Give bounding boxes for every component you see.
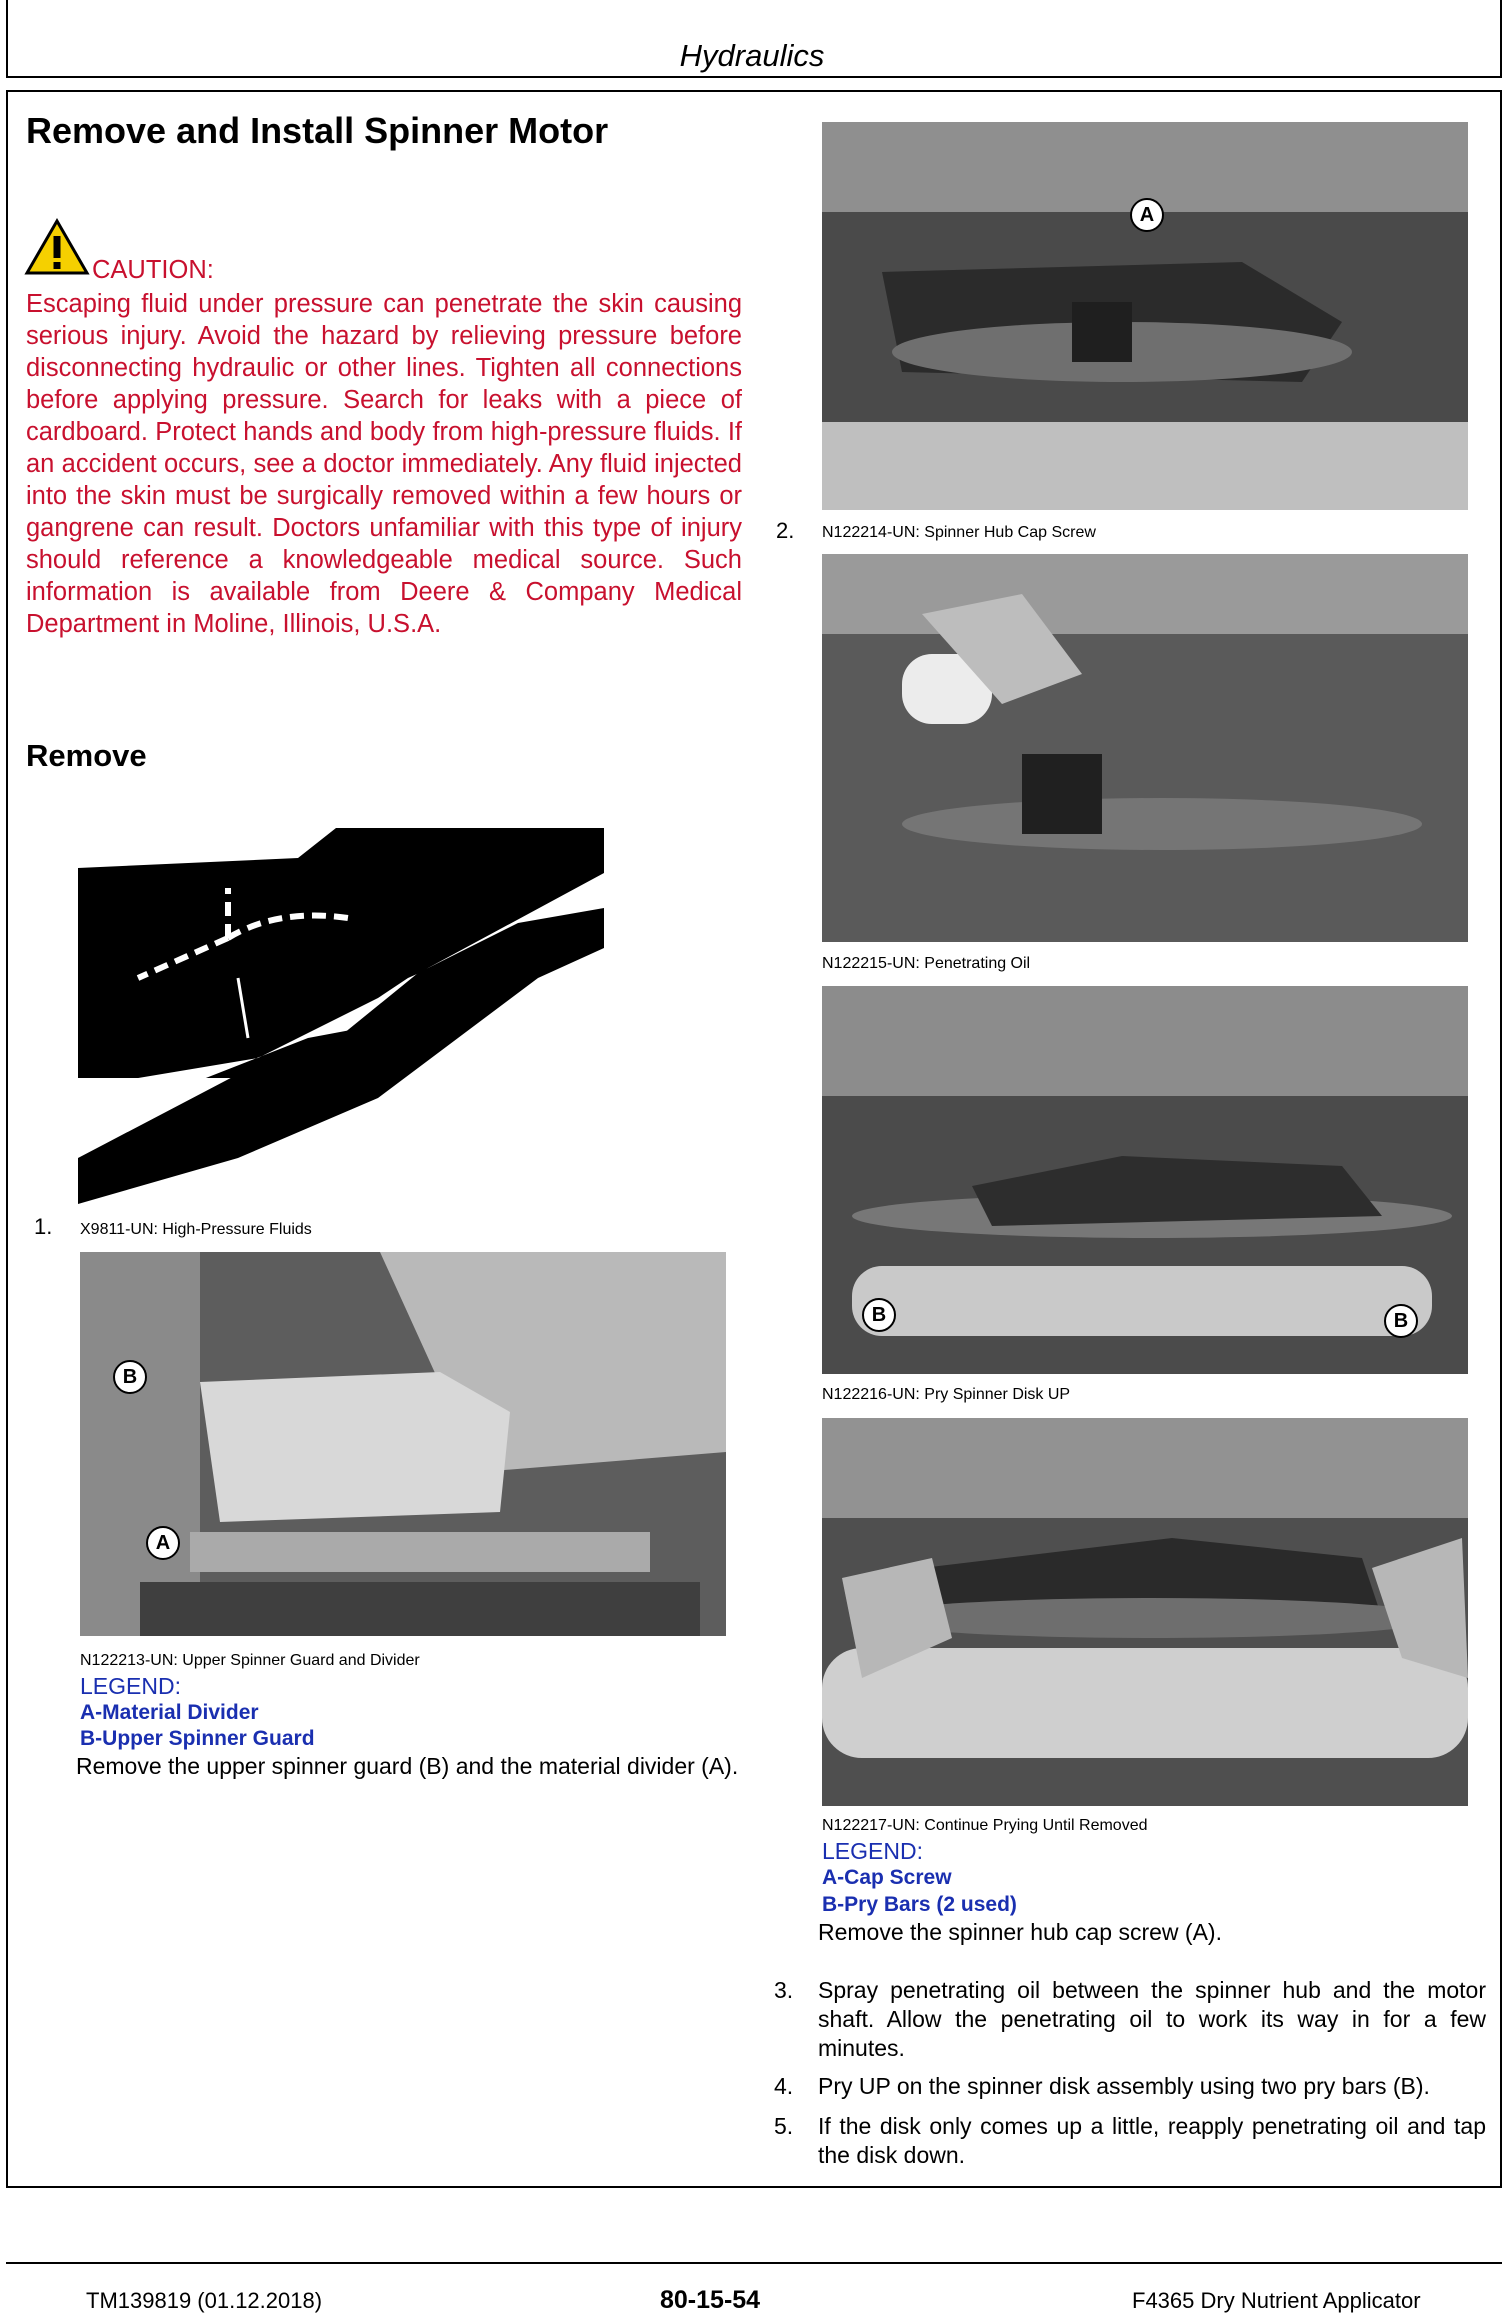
legend-item: A-Cap Screw xyxy=(822,1866,952,1889)
figure-caption: N122217-UN: Continue Prying Until Removed xyxy=(822,1817,1148,1834)
caution-label: CAUTION: xyxy=(92,256,214,284)
figure-caption: N122215-UN: Penetrating Oil xyxy=(822,955,1031,972)
callout-b: B xyxy=(1384,1304,1418,1338)
warning-triangle-icon xyxy=(24,218,90,276)
figure-caption: N122213-UN: Upper Spinner Guard and Divider xyxy=(80,1652,420,1669)
callout-a: A xyxy=(1130,198,1164,232)
page-number: 80-15-54 xyxy=(660,2286,761,2314)
figure-caption: X9811-UN: High-Pressure Fluids xyxy=(80,1221,312,1238)
caution-text: Escaping fluid under pressure can penetrate the skin causing serious injury. Avoid the hazard by relieving pressure before disconnecting hydraulic or other lines. Tighten all connections before applying pressure. Search for leaks with a piece of cardboard. Protect hands and body from high-pressure fluids. If an accident occurs, see a doctor immediately. Any fluid injected into the skin must be surgically removed within a few hours or gangrene can result. Doctors unfamiliar with this type of injury should reference a knowledgeable medical source. Such information is available from Deere & Company Medical Department in Moline, Illinois, U.S.A. xyxy=(26,290,742,638)
callout-b: B xyxy=(862,1298,896,1332)
step-text: Pry UP on the spinner disk assembly using two pry bars (B). xyxy=(818,2073,1430,2099)
page-title: Remove and Install Spinner Motor xyxy=(26,110,609,151)
instruction-text: Remove the upper spinner guard (B) and the material divider (A). xyxy=(76,1753,739,1779)
figure-caption: N122214-UN: Spinner Hub Cap Screw xyxy=(822,524,1096,541)
legend-title: LEGEND: xyxy=(80,1673,181,1699)
callout-b: B xyxy=(113,1360,147,1394)
section-title: Hydraulics xyxy=(679,38,825,73)
legend-title: LEGEND: xyxy=(822,1838,923,1864)
footer-doc-id: TM139819 (01.12.2018) xyxy=(86,2288,323,2313)
step-number: 4. xyxy=(774,2073,794,2099)
figure-number: 1. xyxy=(34,1214,53,1239)
step-text: If the disk only comes up a little, reapply penetrating oil and tap the disk down. xyxy=(818,2113,1486,2168)
figure-number: 2. xyxy=(776,518,795,543)
continue-prying-photo xyxy=(822,1418,1468,1806)
step-text: Spray penetrating oil between the spinner hub and the motor shaft. Allow the penetrating oil to work its way in for a few minutes. xyxy=(818,1977,1486,2061)
penetrating-oil-photo xyxy=(822,554,1468,942)
step-number: 5. xyxy=(774,2113,794,2139)
legend-item: B-Upper Spinner Guard xyxy=(80,1727,315,1750)
pry-spinner-disk-photo xyxy=(822,986,1468,1374)
legend-item: A-Material Divider xyxy=(80,1701,259,1724)
upper-spinner-guard-photo xyxy=(80,1252,726,1636)
remove-heading: Remove xyxy=(26,738,147,773)
instruction-text: Remove the spinner hub cap screw (A). xyxy=(818,1919,1222,1945)
callout-a: A xyxy=(146,1526,180,1560)
legend-item: B-Pry Bars (2 used) xyxy=(822,1893,1017,1916)
step-number: 3. xyxy=(774,1977,794,2003)
spinner-hub-cap-screw-photo xyxy=(822,122,1468,510)
footer-divider xyxy=(6,2262,1502,2264)
figure-caption: N122216-UN: Pry Spinner Disk UP xyxy=(822,1386,1071,1403)
high-pressure-fluids-illustration xyxy=(78,828,604,1204)
footer-product: F4365 Dry Nutrient Applicator xyxy=(1132,2288,1421,2313)
